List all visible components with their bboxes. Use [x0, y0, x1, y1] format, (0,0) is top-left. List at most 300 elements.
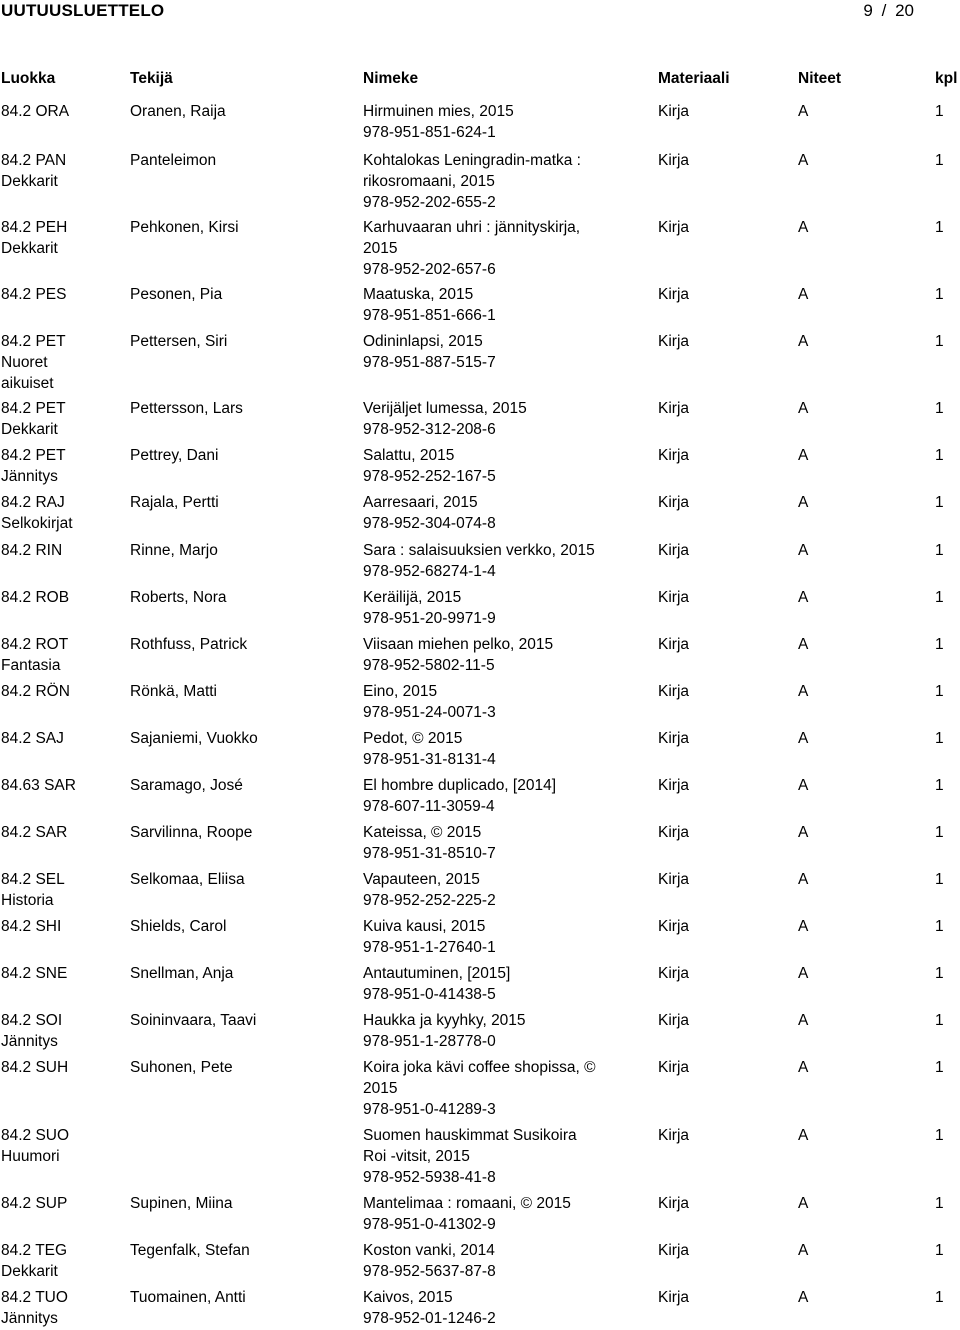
- cell-nimeke-line: 978-951-0-41438-5: [363, 986, 496, 1003]
- cell-niteet: [798, 492, 808, 513]
- cell-nimeke-line: Koston vanki, 2014: [363, 1242, 495, 1259]
- cell-niteet: [798, 150, 808, 171]
- cell-tekija-line: Roberts, Nora: [130, 589, 227, 606]
- page-title: UUTUUSLUETTELO: [1, 1, 165, 20]
- cell-nimeke: [363, 1057, 596, 1120]
- cell-niteet: [798, 398, 808, 419]
- cell-luokka: [1, 101, 69, 122]
- cell-nimeke: [363, 1193, 571, 1235]
- cell-tekija-line: Pettersen, Siri: [130, 333, 228, 350]
- cell-niteet-line: A: [798, 494, 809, 511]
- cell-luokka-line: Dekkarit: [1, 421, 58, 438]
- cell-kpl-line: 1: [935, 400, 944, 417]
- cell-nimeke: [363, 728, 496, 770]
- cell-niteet-line: A: [798, 918, 809, 935]
- cell-nimeke: [363, 822, 496, 864]
- cell-nimeke-line: 978-952-5802-11-5: [363, 657, 495, 674]
- cell-nimeke-line: 978-951-0-41302-9: [363, 1216, 496, 1233]
- cell-nimeke-line: Kateissa, © 2015: [363, 824, 482, 841]
- cell-kpl: [935, 284, 944, 305]
- column-header-kpl: kpl: [935, 70, 958, 87]
- cell-luokka-line: 84.2 SNE: [1, 965, 68, 982]
- cell-nimeke-line: rikosromaani, 2015: [363, 173, 495, 190]
- cell-niteet: [798, 869, 808, 890]
- cell-nimeke-line: 2015: [363, 1080, 398, 1097]
- cell-materiaali-line: Kirja: [658, 542, 690, 559]
- cell-kpl: [935, 1287, 944, 1308]
- cell-niteet-line: A: [798, 219, 809, 236]
- cell-luokka-line: Historia: [1, 892, 54, 909]
- cell-nimeke: [363, 284, 496, 326]
- cell-luokka-line: 84.2 ROB: [1, 589, 70, 606]
- cell-kpl-line: 1: [935, 824, 944, 841]
- cell-nimeke-line: Salattu, 2015: [363, 447, 455, 464]
- cell-materiaali: [658, 331, 689, 352]
- cell-materiaali: [658, 963, 689, 984]
- cell-niteet-line: A: [798, 1012, 809, 1029]
- page-number: [863, 1, 914, 21]
- cell-niteet-line: A: [798, 286, 809, 303]
- cell-tekija-line: Supinen, Miina: [130, 1195, 233, 1212]
- cell-tekija-line: Pettrey, Dani: [130, 447, 219, 464]
- cell-materiaali: [658, 681, 689, 702]
- cell-nimeke-line: Kuiva kausi, 2015: [363, 918, 486, 935]
- cell-kpl: [935, 1125, 944, 1146]
- cell-luokka: [1, 331, 66, 394]
- cell-nimeke: [363, 587, 496, 629]
- cell-nimeke: [363, 1010, 526, 1052]
- cell-nimeke-line: Verijäljet lumessa, 2015: [363, 400, 527, 417]
- cell-tekija: [130, 728, 258, 749]
- cell-tekija-line: Selkomaa, Eliisa: [130, 871, 245, 888]
- cell-materiaali-line: Kirja: [658, 219, 690, 236]
- cell-niteet: [798, 587, 808, 608]
- cell-niteet-line: A: [798, 333, 809, 350]
- cell-kpl: [935, 634, 944, 655]
- cell-materiaali-line: Kirja: [658, 1127, 690, 1144]
- cell-luokka: [1, 916, 61, 937]
- cell-luokka: [1, 587, 69, 608]
- cell-niteet-line: A: [798, 730, 809, 747]
- cell-materiaali-line: Kirja: [658, 1012, 690, 1029]
- cell-nimeke-line: Suomen hauskimmat Susikoira: [363, 1127, 577, 1144]
- cell-luokka: [1, 284, 67, 305]
- cell-kpl: [935, 728, 944, 749]
- cell-materiaali: [658, 540, 689, 561]
- cell-nimeke-line: 978-952-304-074-8: [363, 515, 496, 532]
- cell-tekija: [130, 331, 227, 352]
- cell-nimeke-line: 978-952-252-167-5: [363, 468, 496, 485]
- cell-tekija: [130, 963, 233, 984]
- cell-materiaali: [658, 634, 689, 655]
- cell-nimeke-line: 978-952-202-655-2: [363, 194, 496, 211]
- cell-kpl: [935, 869, 944, 890]
- cell-nimeke-line: Aarresaari, 2015: [363, 494, 478, 511]
- cell-niteet-line: A: [798, 447, 809, 464]
- cell-materiaali: [658, 398, 689, 419]
- cell-luokka: [1, 398, 66, 440]
- cell-kpl-line: 1: [935, 589, 944, 606]
- cell-tekija-line: Rothfuss, Patrick: [130, 636, 248, 653]
- cell-tekija: [130, 217, 239, 238]
- cell-nimeke: [363, 681, 496, 723]
- cell-materiaali: [658, 587, 689, 608]
- column-header-luokka: Luokka: [1, 70, 56, 87]
- cell-nimeke-line: 978-952-68274-1-4: [363, 563, 496, 580]
- cell-niteet: [798, 1125, 808, 1146]
- cell-tekija: [130, 150, 216, 171]
- cell-tekija: [130, 284, 222, 305]
- cell-nimeke: [363, 916, 496, 958]
- cell-materiaali-line: Kirja: [658, 152, 690, 169]
- cell-materiaali: [658, 916, 689, 937]
- cell-luokka-line: 84.2 SUO: [1, 1127, 70, 1144]
- cell-kpl: [935, 775, 944, 796]
- cell-materiaali-line: Kirja: [658, 589, 690, 606]
- column-header-nimeke: Nimeke: [363, 70, 419, 87]
- cell-tekija-line: Tegenfalk, Stefan: [130, 1242, 250, 1259]
- cell-tekija-line: Pehkonen, Kirsi: [130, 219, 239, 236]
- cell-nimeke: [363, 1287, 496, 1329]
- cell-luokka-line: 84.2 PET: [1, 400, 66, 417]
- cell-kpl: [935, 445, 944, 466]
- cell-tekija: [130, 1057, 233, 1078]
- cell-nimeke-line: 978-951-0-41289-3: [363, 1101, 496, 1118]
- cell-kpl: [935, 150, 944, 171]
- cell-niteet: [798, 634, 808, 655]
- cell-tekija-line: Snellman, Anja: [130, 965, 234, 982]
- cell-nimeke-line: Sara : salaisuuksien verkko, 2015: [363, 542, 595, 559]
- cell-nimeke-line: El hombre duplicado, [2014]: [363, 777, 557, 794]
- cell-materiaali-line: Kirja: [658, 447, 690, 464]
- cell-tekija-line: Sajaniemi, Vuokko: [130, 730, 258, 747]
- cell-luokka: [1, 634, 68, 676]
- cell-niteet-line: A: [798, 777, 809, 794]
- cell-luokka: [1, 150, 66, 192]
- cell-nimeke-line: Eino, 2015: [363, 683, 438, 700]
- cell-materiaali: [658, 869, 689, 890]
- cell-nimeke-line: Odininlapsi, 2015: [363, 333, 483, 350]
- cell-nimeke-line: 978-952-312-208-6: [363, 421, 496, 438]
- cell-kpl-line: 1: [935, 918, 944, 935]
- cell-kpl-line: 1: [935, 636, 944, 653]
- cell-luokka-line: 84.2 SUP: [1, 1195, 68, 1212]
- cell-niteet-line: A: [798, 683, 809, 700]
- cell-nimeke-line: 978-952-01-1246-2: [363, 1310, 496, 1327]
- cell-kpl: [935, 398, 944, 419]
- cell-kpl: [935, 540, 944, 561]
- cell-niteet: [798, 101, 808, 122]
- cell-materiaali-line: Kirja: [658, 333, 690, 350]
- cell-nimeke: [363, 398, 527, 440]
- cell-kpl-line: 1: [935, 1242, 944, 1259]
- cell-materiaali: [658, 728, 689, 749]
- cell-kpl-line: 1: [935, 965, 944, 982]
- cell-luokka: [1, 1057, 68, 1078]
- cell-niteet: [798, 445, 808, 466]
- cell-nimeke-line: 2015: [363, 240, 398, 257]
- cell-luokka: [1, 1193, 67, 1214]
- cell-niteet-line: A: [798, 152, 809, 169]
- cell-luokka: [1, 492, 73, 534]
- cell-kpl: [935, 1057, 944, 1078]
- cell-luokka: [1, 963, 67, 984]
- cell-kpl-line: 1: [935, 777, 944, 794]
- cell-niteet-line: A: [798, 103, 809, 120]
- cell-luokka-line: Selkokirjat: [1, 515, 73, 532]
- cell-tekija: [130, 1193, 233, 1214]
- cell-niteet: [798, 540, 808, 561]
- cell-tekija-line: Pettersson, Lars: [130, 400, 243, 417]
- cell-kpl-line: 1: [935, 1012, 944, 1029]
- cell-luokka: [1, 822, 67, 843]
- cell-luokka-line: 84.2 ORA: [1, 103, 70, 120]
- cell-nimeke-line: 978-951-1-27640-1: [363, 939, 496, 956]
- cell-luokka-line: Dekkarit: [1, 1263, 58, 1280]
- cell-kpl-line: 1: [935, 871, 944, 888]
- cell-nimeke-line: 978-951-24-0071-3: [363, 704, 496, 721]
- cell-nimeke-line: Hirmuinen mies, 2015: [363, 103, 514, 120]
- cell-luokka-line: 84.2 RIN: [1, 542, 63, 559]
- cell-nimeke-line: 978-952-202-657-6: [363, 261, 496, 278]
- cell-tekija-line: Oranen, Raija: [130, 103, 226, 120]
- cell-nimeke-line: 978-951-31-8131-4: [363, 751, 496, 768]
- cell-niteet-line: A: [798, 1059, 809, 1076]
- cell-niteet-line: A: [798, 1127, 809, 1144]
- cell-luokka-line: 84.2 ROT: [1, 636, 69, 653]
- cell-tekija-line: Rönkä, Matti: [130, 683, 218, 700]
- cell-kpl-line: 1: [935, 447, 944, 464]
- page-current: 9: [863, 1, 873, 20]
- cell-nimeke: [363, 869, 496, 911]
- cell-nimeke-line: Pedot, © 2015: [363, 730, 463, 747]
- cell-nimeke: [363, 1125, 577, 1188]
- cell-kpl: [935, 822, 944, 843]
- cell-luokka-line: 84.2 SOI: [1, 1012, 63, 1029]
- cell-tekija: [130, 101, 226, 122]
- cell-tekija: [130, 540, 218, 561]
- cell-kpl: [935, 492, 944, 513]
- cell-nimeke-line: 978-951-851-666-1: [363, 307, 496, 324]
- cell-materiaali-line: Kirja: [658, 824, 690, 841]
- cell-kpl: [935, 587, 944, 608]
- cell-kpl: [935, 1193, 944, 1214]
- cell-luokka-line: Dekkarit: [1, 240, 58, 257]
- cell-niteet: [798, 1010, 808, 1031]
- cell-materiaali-line: Kirja: [658, 636, 690, 653]
- cell-luokka-line: Jännitys: [1, 1033, 58, 1050]
- cell-luokka-line: aikuiset: [1, 375, 54, 392]
- cell-tekija-line: Panteleimon: [130, 152, 217, 169]
- cell-materiaali-line: Kirja: [658, 494, 690, 511]
- cell-materiaali-line: Kirja: [658, 1195, 690, 1212]
- cell-materiaali-line: Kirja: [658, 918, 690, 935]
- cell-tekija-line: Shields, Carol: [130, 918, 227, 935]
- cell-nimeke: [363, 634, 553, 676]
- cell-nimeke-line: Viisaan miehen pelko, 2015: [363, 636, 554, 653]
- cell-materiaali-line: Kirja: [658, 103, 690, 120]
- cell-luokka-line: Jännitys: [1, 1310, 58, 1327]
- cell-nimeke-line: Koira joka kävi coffee shopissa, ©: [363, 1059, 596, 1076]
- cell-nimeke-line: 978-952-5938-41-8: [363, 1169, 496, 1186]
- cell-luokka-line: 84.2 SHI: [1, 918, 62, 935]
- cell-materiaali: [658, 150, 689, 171]
- cell-niteet-line: A: [798, 1289, 809, 1306]
- cell-niteet: [798, 822, 808, 843]
- cell-niteet: [798, 331, 808, 352]
- cell-luokka-line: Huumori: [1, 1148, 60, 1165]
- cell-niteet-line: A: [798, 1242, 809, 1259]
- cell-materiaali-line: Kirja: [658, 777, 690, 794]
- page-separator: /: [881, 1, 887, 20]
- cell-nimeke: [363, 331, 496, 373]
- cell-luokka-line: 84.2 PET: [1, 447, 66, 464]
- cell-materiaali: [658, 1057, 689, 1078]
- cell-kpl: [935, 916, 944, 937]
- cell-materiaali: [658, 1125, 689, 1146]
- cell-nimeke-line: Roi -vitsit, 2015: [363, 1148, 470, 1165]
- cell-kpl-line: 1: [935, 152, 944, 169]
- cell-tekija-line: Rajala, Pertti: [130, 494, 219, 511]
- cell-kpl-line: 1: [935, 683, 944, 700]
- cell-tekija-line: Sarvilinna, Roope: [130, 824, 253, 841]
- cell-luokka-line: 84.2 PAN: [1, 152, 67, 169]
- cell-tekija: [130, 1287, 246, 1308]
- cell-kpl: [935, 963, 944, 984]
- cell-materiaali: [658, 284, 689, 305]
- cell-materiaali-line: Kirja: [658, 1289, 690, 1306]
- cell-nimeke-line: 978-952-5637-87-8: [363, 1263, 496, 1280]
- cell-niteet-line: A: [798, 824, 809, 841]
- cell-tekija: [130, 775, 243, 796]
- cell-nimeke: [363, 492, 496, 534]
- cell-tekija-line: Tuomainen, Antti: [130, 1289, 246, 1306]
- cell-niteet-line: A: [798, 400, 809, 417]
- cell-kpl-line: 1: [935, 1127, 944, 1144]
- cell-kpl-line: 1: [935, 542, 944, 559]
- cell-kpl: [935, 681, 944, 702]
- cell-tekija-line: Soininvaara, Taavi: [130, 1012, 257, 1029]
- cell-materiaali: [658, 1287, 689, 1308]
- cell-kpl-line: 1: [935, 494, 944, 511]
- cell-luokka-line: 84.2 RÖN: [1, 683, 70, 700]
- cell-materiaali-line: Kirja: [658, 965, 690, 982]
- cell-luokka-line: 84.2 PET: [1, 333, 66, 350]
- cell-niteet-line: A: [798, 589, 809, 606]
- cell-luokka: [1, 1010, 62, 1052]
- cell-nimeke-line: 978-607-11-3059-4: [363, 798, 495, 815]
- cell-luokka: [1, 775, 76, 796]
- cell-tekija: [130, 1010, 256, 1031]
- cell-luokka: [1, 540, 62, 561]
- cell-materiaali: [658, 1193, 689, 1214]
- cell-niteet: [798, 963, 808, 984]
- cell-kpl: [935, 217, 944, 238]
- cell-niteet-line: A: [798, 542, 809, 559]
- cell-niteet: [798, 728, 808, 749]
- cell-materiaali-line: Kirja: [658, 730, 690, 747]
- cell-nimeke: [363, 540, 595, 582]
- cell-materiaali: [658, 1010, 689, 1031]
- cell-luokka-line: 84.2 SEL: [1, 871, 65, 888]
- cell-kpl-line: 1: [935, 1195, 944, 1212]
- cell-tekija-line: Saramago, José: [130, 777, 243, 794]
- cell-nimeke-line: 978-951-887-515-7: [363, 354, 496, 371]
- cell-tekija: [130, 1240, 250, 1261]
- cell-niteet: [798, 1193, 808, 1214]
- cell-kpl-line: 1: [935, 219, 944, 236]
- cell-nimeke-line: 978-951-31-8510-7: [363, 845, 496, 862]
- cell-materiaali-line: Kirja: [658, 683, 690, 700]
- cell-tekija: [130, 822, 252, 843]
- cell-tekija: [130, 634, 247, 655]
- cell-kpl-line: 1: [935, 103, 944, 120]
- cell-tekija: [130, 445, 218, 466]
- cell-niteet: [798, 681, 808, 702]
- cell-luokka: [1, 1240, 67, 1282]
- cell-luokka-line: 84.63 SAR: [1, 777, 76, 794]
- column-header-tekija: Tekijä: [130, 70, 173, 87]
- cell-materiaali-line: Kirja: [658, 1059, 690, 1076]
- cell-nimeke-line: Kohtalokas Leningradin-matka :: [363, 152, 581, 169]
- cell-tekija: [130, 492, 219, 513]
- cell-materiaali-line: Kirja: [658, 871, 690, 888]
- cell-nimeke: [363, 101, 514, 143]
- cell-nimeke-line: Kaivos, 2015: [363, 1289, 453, 1306]
- cell-nimeke-line: Vapauteen, 2015: [363, 871, 480, 888]
- cell-materiaali: [658, 445, 689, 466]
- cell-luokka: [1, 1125, 69, 1167]
- page-total: 20: [895, 1, 914, 20]
- cell-kpl: [935, 1240, 944, 1261]
- cell-luokka-line: Jännitys: [1, 468, 58, 485]
- cell-tekija-line: Pesonen, Pia: [130, 286, 223, 303]
- cell-luokka-line: 84.2 PES: [1, 286, 67, 303]
- cell-luokka: [1, 1287, 68, 1329]
- cell-luokka-line: Fantasia: [1, 657, 61, 674]
- cell-materiaali: [658, 822, 689, 843]
- column-header-materiaali: Materiaali: [658, 70, 730, 87]
- cell-kpl-line: 1: [935, 333, 944, 350]
- cell-kpl: [935, 331, 944, 352]
- cell-niteet: [798, 1287, 808, 1308]
- cell-nimeke-line: Mantelimaa : romaani, © 2015: [363, 1195, 571, 1212]
- cell-nimeke-line: 978-951-20-9971-9: [363, 610, 496, 627]
- cell-niteet: [798, 284, 808, 305]
- cell-luokka-line: 84.2 SAJ: [1, 730, 64, 747]
- cell-niteet: [798, 916, 808, 937]
- cell-nimeke: [363, 150, 581, 213]
- cell-luokka: [1, 681, 70, 702]
- cell-materiaali-line: Kirja: [658, 400, 690, 417]
- cell-materiaali: [658, 217, 689, 238]
- cell-niteet-line: A: [798, 636, 809, 653]
- cell-niteet: [798, 1057, 808, 1078]
- cell-luokka: [1, 217, 67, 259]
- cell-nimeke: [363, 445, 496, 487]
- cell-nimeke-line: Antautuminen, [2015]: [363, 965, 511, 982]
- cell-kpl-line: 1: [935, 1289, 944, 1306]
- cell-nimeke: [363, 775, 556, 817]
- cell-kpl: [935, 101, 944, 122]
- cell-nimeke-line: Maatuska, 2015: [363, 286, 474, 303]
- cell-luokka: [1, 728, 64, 749]
- cell-tekija: [130, 587, 226, 608]
- cell-materiaali: [658, 492, 689, 513]
- cell-luokka-line: Dekkarit: [1, 173, 58, 190]
- cell-nimeke: [363, 217, 580, 280]
- cell-kpl-line: 1: [935, 730, 944, 747]
